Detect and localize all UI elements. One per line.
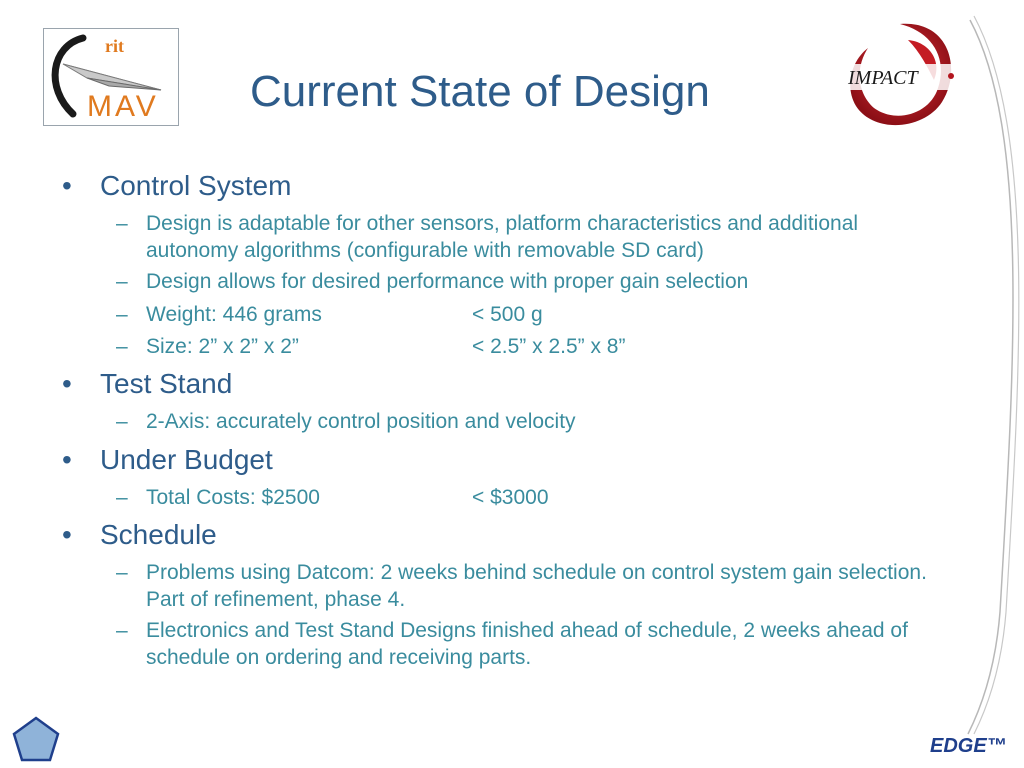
size-target: < 2.5” x 2.5” x 8” [472,335,626,358]
bullet-icon: • [62,368,72,399]
impact-logo-text: IMPACT [848,67,918,89]
pentagon-nav-icon[interactable] [12,716,60,762]
list-item-weight [146,301,956,328]
list-item: Problems using Datcom: 2 weeks behind schedule on control system gain selection. Part of refinement, phase 4. [146,561,927,611]
edge-brand-mark: EDGE™ [930,735,1007,757]
weight-target: < 500 g [472,303,543,326]
list-item: Design allows for desired performance with proper gain selection [146,270,749,293]
list-item: 2-Axis: accurately control position and velocity [146,410,576,433]
total-costs-target: < $3000 [472,486,549,509]
dash-icon: – [116,619,128,642]
section-heading-under-budget: Under Budget [100,444,273,475]
size-value: Size: 2” x 2” x 2” [146,335,299,358]
bullet-icon: • [62,519,72,550]
list-item-total-costs [146,484,956,511]
bullet-icon: • [62,170,72,201]
bullet-icon: • [62,444,72,475]
section-heading-test-stand: Test Stand [100,368,233,399]
section-heading-control-system: Control System [100,170,292,201]
mav-logo-text: MAV [87,90,159,123]
rit-logo-text: rit [105,36,124,56]
dash-icon: – [116,486,128,509]
dash-icon: – [116,335,128,358]
list-item-size [146,333,956,360]
list-item: Design is adaptable for other sensors, platform characteristics and additional autonomy algorithms (configurable with removable SD card) [146,212,859,262]
dash-icon: – [116,303,128,326]
dash-icon: – [116,561,128,584]
total-costs-value: Total Costs: $2500 [146,486,320,509]
list-item: Electronics and Test Stand Designs finished ahead of schedule, 2 weeks ahead of schedule on ordering and receiving parts. [146,619,908,669]
weight-value: Weight: 446 grams [146,303,322,326]
slide-title: Current State of Design [250,67,710,116]
section-heading-schedule: Schedule [100,519,217,550]
dash-icon: – [116,212,128,235]
dash-icon: – [116,270,128,293]
dash-icon: – [116,410,128,433]
